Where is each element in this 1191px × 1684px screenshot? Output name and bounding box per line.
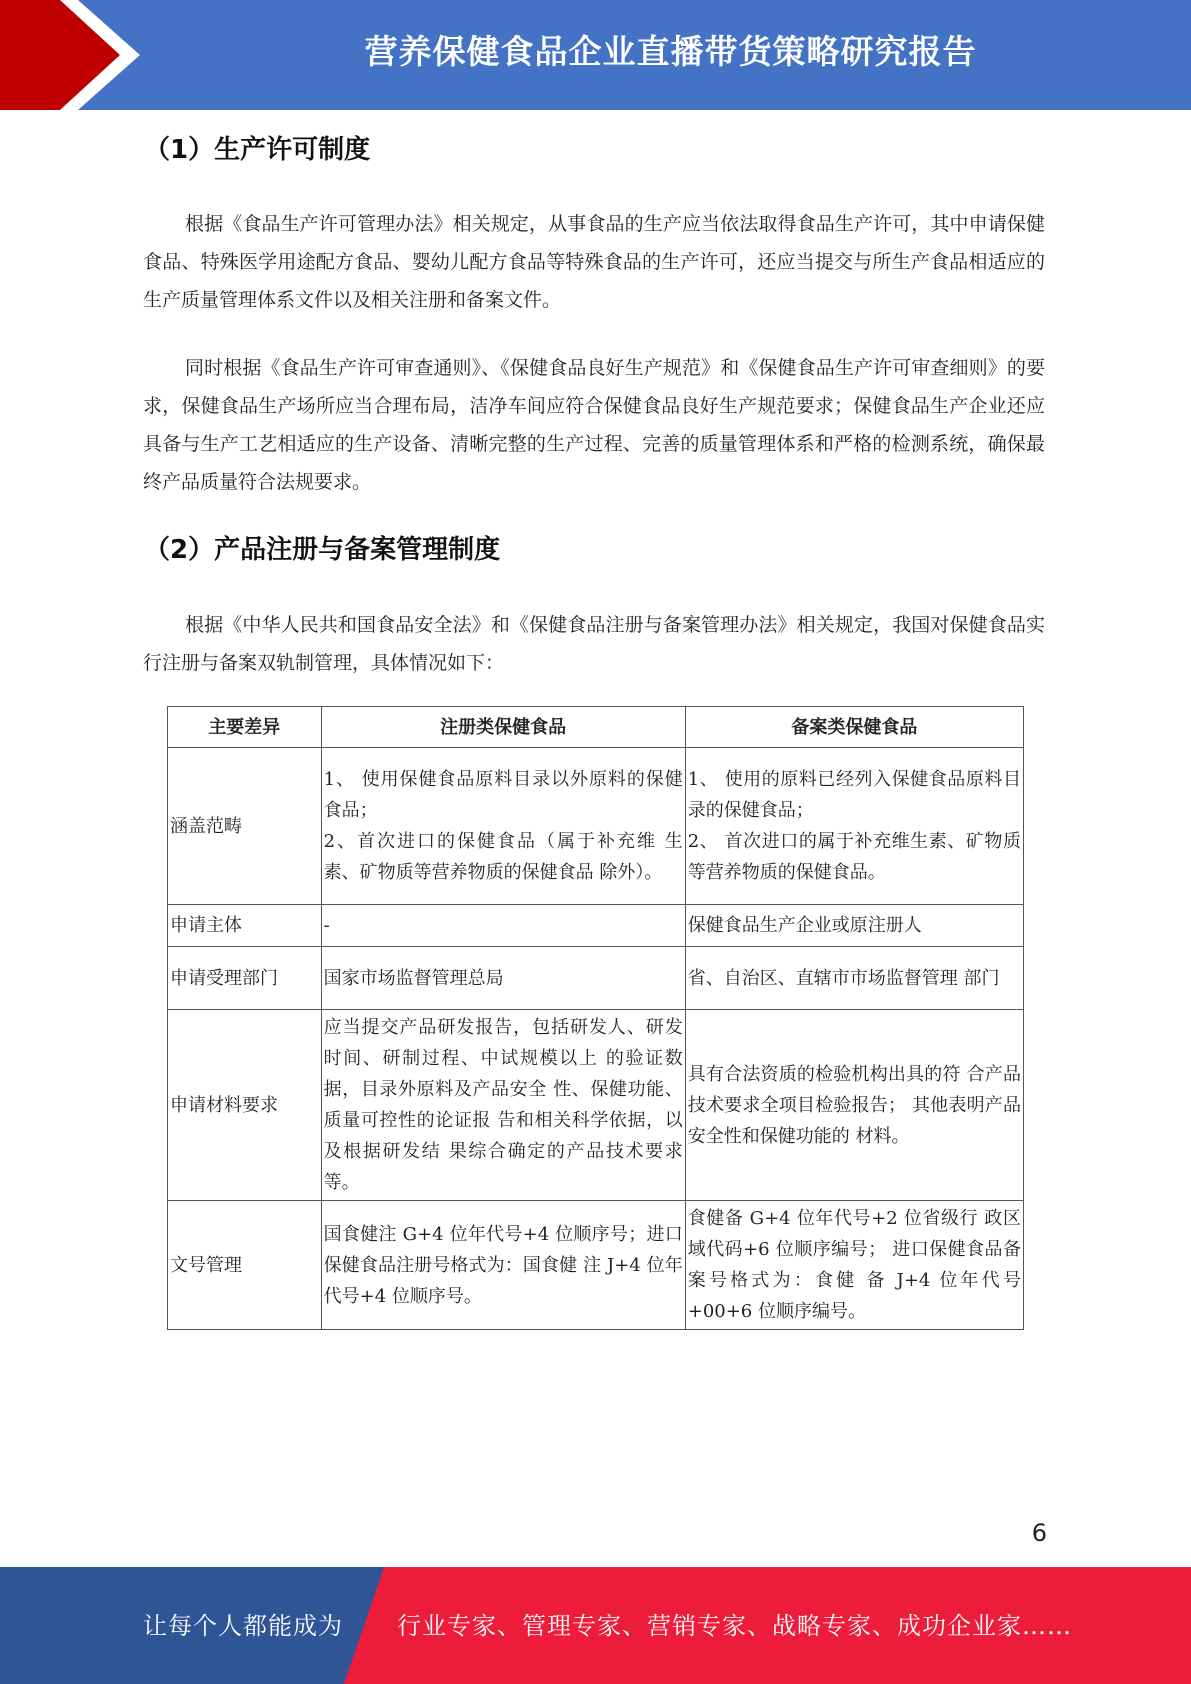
page-number: 6 (1031, 1519, 1047, 1547)
footer-slogan-left: 让每个人都能成为 (143, 1612, 343, 1640)
table-header-row (168, 707, 1024, 748)
cell-text: 应当提交产品研发报告，包括研发人、研发时间、研制过程、中试规模以上 的验证数据，目录外原料及产品安全 性、保健功能、质量可控性的论证报 告和相关科学依据，以及根据研发结 果综合确定的产品技术要求等。 (323, 1017, 683, 1193)
paragraph: 根据《中华人民共和国食品安全法》和《保健食品注册与备案管理办法》相关规定，我国对保健食品实行注册与备案双轨制管理，具体情况如下： (143, 614, 1045, 674)
section-heading-production-license: （1）生产许可制度 (144, 135, 371, 165)
registration-vs-filing-table (167, 706, 1024, 1330)
table-cell (685, 1010, 1023, 1201)
row-label: 文号管理 (168, 1201, 322, 1330)
cell-text: 保健食品生产企业或原注册人 (687, 915, 922, 936)
cell-text: - (323, 915, 330, 936)
footer-slogan-right: 行业专家、管理专家、营销专家、战略专家、成功企业家…… (397, 1612, 1072, 1640)
row-label: 涵盖范畴 (168, 748, 322, 905)
table-cell (685, 905, 1023, 947)
column-header: 主要差异 (168, 707, 322, 748)
cell-text: 省、自治区、直辖市市场监督管理 部门 (687, 967, 1000, 989)
cell-text: 具有合法资质的检验机构出具的符 合产品技术要求全项目检验报告； 其他表明产品安全性和保健功能的 材料。 (687, 1063, 1021, 1147)
report-title: 营养保健食品企业直播带货策略研究报告 (364, 32, 977, 71)
header-chevron-decoration (0, 0, 160, 110)
cell-text: 2、 首次进口的属于补充维生素、矿物质等营养物质的保健食品。 (687, 831, 1021, 883)
paragraph: 同时根据《食品生产许可审查通则》、《保健食品良好生产规范》和《保健食品生产许可审查细则》的要求，保健食品生产场所应当合理布局，洁净车间应符合保健食品良好生产规范要求；保健食品生产企业还应具备与生产工艺相适应的生产设备、清晰完整的生产过程、完善的质量管理体系和严格的检测系统，确保最终产品质量符合法规要求。 (143, 357, 1045, 493)
table-cell (685, 748, 1023, 905)
table-row (168, 1010, 1024, 1201)
cell-text: 食健备 G+4 位年代号+2 位省级行 政区域代码+6 位顺序编号； 进口保健食品备案号格式为：食健 备 J+4 位年代号+00+6 位顺序编号。 (687, 1208, 1021, 1322)
cell-text: 1、 使用的原料已经列入保健食品原料目录的保健食品； (687, 769, 1021, 821)
table-row (168, 905, 1024, 947)
row-label: 申请受理部门 (168, 947, 322, 1010)
cell-text: 国食健注 G+4 位年代号+4 位顺序号；进口保健食品注册号格式为：国食健 注 J+4 位年代号+4 位顺序号。 (323, 1223, 683, 1307)
section-heading-registration-filing: （2）产品注册与备案管理制度 (144, 535, 501, 565)
page-footer (0, 1567, 1191, 1684)
table-cell (321, 1201, 685, 1330)
table-cell (685, 1201, 1023, 1330)
table-cell (321, 1010, 685, 1201)
cell-text: 1、 使用保健食品原料目录以外原料的保健食品； (323, 769, 683, 821)
row-label: 申请主体 (168, 905, 322, 947)
table-cell (321, 947, 685, 1010)
table-row (168, 748, 1024, 905)
table-cell (321, 748, 685, 905)
paragraph: 根据《食品生产许可管理办法》相关规定，从事食品的生产应当依法取得食品生产许可，其中申请保健食品、特殊医学用途配方食品、婴幼儿配方食品等特殊食品的生产许可，还应当提交与所生产食品相适应的生产质量管理体系文件以及相关注册和备案文件。 (143, 213, 1045, 311)
table-row (168, 947, 1024, 1010)
table-row (168, 1201, 1024, 1330)
page-header (0, 0, 1191, 110)
cell-text: 2、首次进口的保健食品（属于补充维 生素、矿物质等营养物质的保健食品 除外）。 (323, 831, 683, 883)
column-header: 备案类保健食品 (685, 707, 1023, 748)
cell-text: 国家市场监督管理总局 (323, 967, 504, 989)
table-cell (685, 947, 1023, 1010)
table-cell (321, 905, 685, 947)
column-header: 注册类保健食品 (321, 707, 685, 748)
row-label: 申请材料要求 (168, 1010, 322, 1201)
